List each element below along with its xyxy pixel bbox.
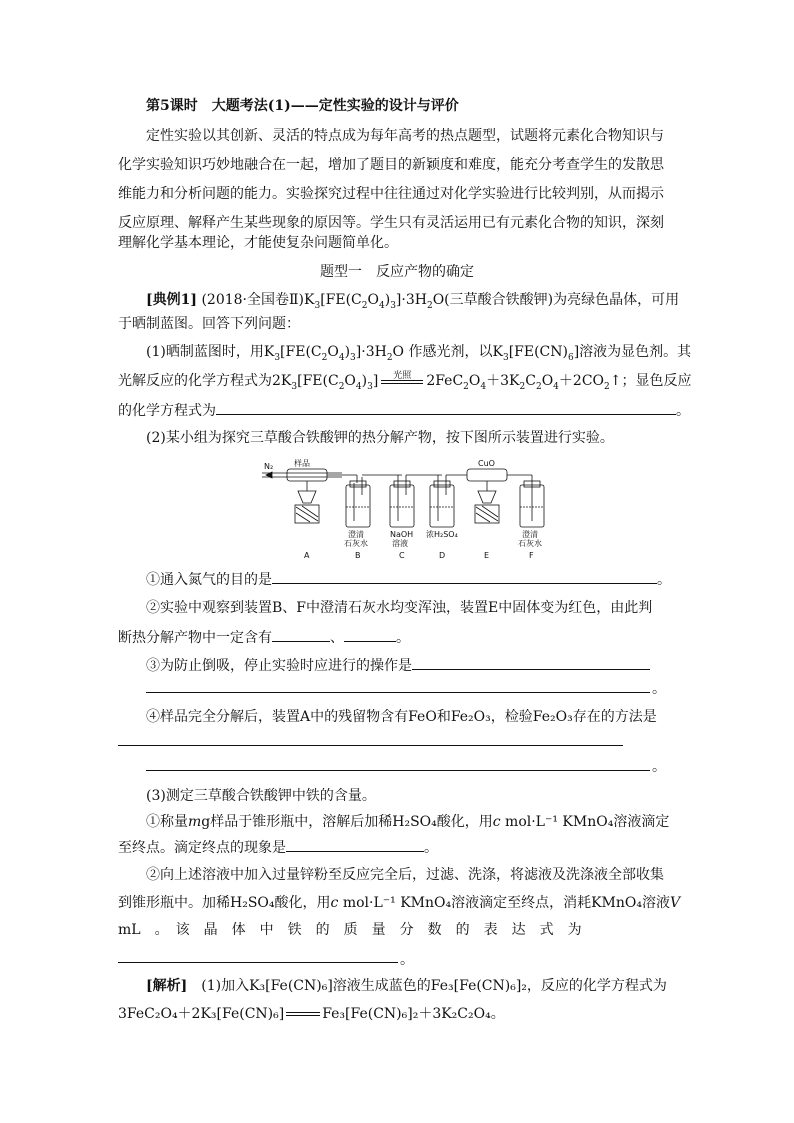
answer-line[interactable] [146, 770, 650, 771]
question-3-1b: 至终点。滴定终点的现象是 。 [118, 837, 438, 858]
label-a: A [304, 551, 310, 560]
label-d: D [439, 551, 446, 560]
svg-text:澄清: 澄清 [522, 530, 538, 539]
section-title: 题型一 反应产物的确定 [320, 264, 474, 280]
label-c: C [399, 551, 405, 560]
answer-blank[interactable] [272, 569, 657, 584]
question-1-line2: 光解反应的化学方程式为$2K_3[FE(C_2O_4)_3]$ 光照 $2FeC_2O_4+3K_2C_2O_4+2CO_2↑$；显色反应 [118, 371, 692, 392]
svg-text:溶液: 溶液 [392, 539, 408, 548]
label-b: B [355, 551, 361, 560]
apparatus-diagram [262, 455, 562, 565]
label-f: F [529, 551, 534, 560]
example-source: (2018·全国卷Ⅱ) [201, 292, 304, 308]
question-3-2b: 到锥形瓶中。加稀H₂SO₄酸化，用c mol·L⁻¹ KMnO₄溶液滴定至终点，消耗KMnO₄溶液V [118, 895, 681, 911]
label-e: E [484, 551, 490, 560]
answer-line[interactable] [146, 692, 650, 693]
page-title: 第5课时 大题考法(1)——定性实验的设计与评价 [146, 98, 459, 114]
question-2: (2)某小组为探究三草酸合铁酸钾的热分解产物，按下图所示装置进行实验。 [146, 430, 614, 446]
intro-line: 理解化学基本理论，才能使复杂问题简单化。 [118, 235, 398, 251]
answer-blank[interactable] [344, 627, 396, 642]
answer-blank[interactable] [272, 627, 330, 642]
svg-text:浓H₂SO₄: 浓H₂SO₄ [426, 530, 458, 539]
answer-blank[interactable] [286, 837, 424, 852]
intro-line: 化学实验知识巧妙地融合在一起，增加了题目的新颖度和难度，能充分考查学生的发散思 [118, 157, 664, 173]
analysis-line1: [解析] (1)加入K₃[Fe(CN)₆]溶液生成蓝色的Fe₃[Fe(CN)₆]₂，反应的化学方程式为 [146, 978, 667, 994]
question-2-1: ①通入氮气的目的是 。 [146, 569, 671, 590]
question-3-2c: mL 。 该 晶 体 中 铁 的 质 量 分 数 的 表 达 式 为 [118, 922, 582, 938]
question-3-2a: ②向上述溶液中加入过量锌粉至反应完全后，过滤、洗涤，将滤液及洗涤液全部收集 [146, 867, 664, 883]
question-2-2a: ②实验中观察到装置B、F中澄清石灰水均变浑浊，装置E中固体变为红色，由此判 [146, 600, 653, 616]
svg-text:石灰水: 石灰水 [344, 539, 368, 548]
example-label: [典例1] [146, 292, 197, 308]
light-arrow: 光照 [381, 374, 423, 388]
svg-text:石灰水: 石灰水 [518, 539, 542, 548]
example-line2: 于晒制蓝图。回答下列问题： [118, 316, 300, 332]
sample-label: 样品 [294, 459, 310, 468]
n2-label: N₂ [264, 462, 274, 471]
analysis-label: [解析] [146, 978, 188, 994]
cuo-label: CuO [478, 459, 495, 468]
question-2-2b: 断热分解产物中一定含有 、 。 [118, 627, 410, 648]
question-1-line3: 的化学方程式为 。 [118, 400, 690, 421]
answer-line[interactable] [118, 745, 623, 746]
example-header: [典例1] (2018·全国卷$Ⅱ)K_3[FE(C_2O_4)_3]\cdot 3H_2O$(三草酸合铁酸钾)为亮绿色晶体，可用 [146, 292, 680, 311]
question-2-3: ③为防止倒吸，停止实验时应进行的操作是 [146, 655, 650, 676]
svg-text:澄清: 澄清 [348, 530, 364, 539]
answer-line[interactable] [118, 962, 398, 963]
example-tail: 为亮绿色晶体，可用 [553, 292, 680, 308]
equals-sign [286, 1012, 320, 1016]
answer-blank[interactable] [412, 655, 650, 670]
question-2-4: ④样品完全分解后，装置A中的残留物含有FeO和Fe₂O₃，检验Fe₂O₃存在的方法是 [146, 709, 657, 725]
intro-line: 定性实验以其创新、灵活的特点成为每年高考的热点题型，试题将元素化合物知识与 [146, 128, 664, 144]
answer-blank[interactable] [216, 400, 676, 415]
question-3: (3)测定三草酸合铁酸钾中铁的含量。 [146, 788, 376, 804]
question-1-line1: (1)晒制蓝图时，用$K_3[FE(C_2O_4)_3]\cdot 3H_2O$ 作感光剂，以$K_3[FE(CN)_6]$溶液为显色剂。其 [146, 344, 692, 363]
svg-text:NaOH: NaOH [390, 530, 414, 539]
analysis-line2: 3FeC₂O₄＋2K₃[Fe(CN)₆] Fe₃[Fe(CN)₆]₂＋3K₂C₂O₄。 [118, 1006, 505, 1022]
intro-line: 维能力和分析问题的能力。实验探究过程中往往通过对化学实验进行比较判别，从而揭示 [118, 186, 664, 202]
intro-line: 反应原理、解释产生某些现象的原因等。学生只有灵活运用已有元素化合物的知识，深刻 [118, 215, 664, 231]
question-3-1a: ①称量mg样品于锥形瓶中，溶解后加稀H₂SO₄酸化，用c mol·L⁻¹ KMnO₄溶液滴定 [146, 814, 670, 830]
